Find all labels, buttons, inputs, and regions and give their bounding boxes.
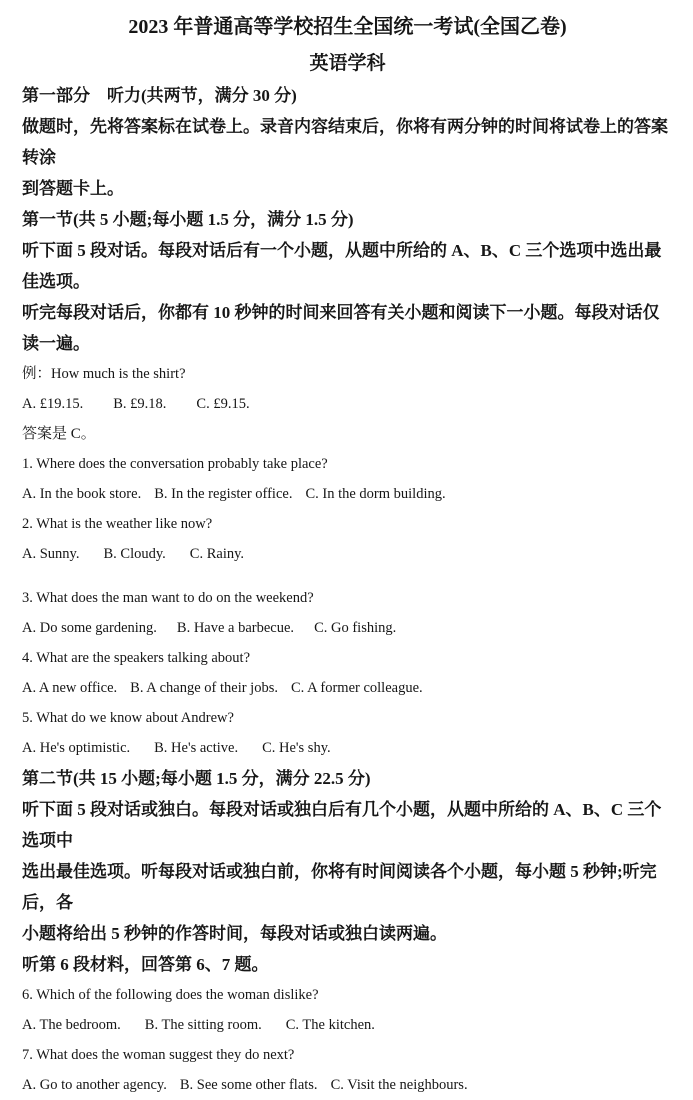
- exam-subject: 英语学科: [309, 53, 386, 74]
- question-1-options: [22, 479, 673, 509]
- question-7-option-b: B. See some other flats.: [179, 1077, 318, 1093]
- question-5-option-a: A. He's optimistic.: [22, 740, 131, 756]
- question-3-option-b: B. Have a barbecue.: [176, 620, 295, 636]
- example-prompt: 例：How much is the shirt?: [22, 366, 186, 382]
- exam-title: 2023 年普通高等学校招生全国统一考试(全国乙卷): [128, 16, 567, 38]
- part1-heading: 第一部分 听力(共两节，满分 30 分): [22, 86, 297, 105]
- question-4-option-a: A. A new office.: [22, 680, 118, 696]
- question-7-option-c: C. Visit the neighbours.: [330, 1077, 468, 1093]
- section1-instructions-line-2: 听完每段对话后，你都有 10 秒钟的时间来回答有关小题和阅读下一小题。每段对话仅读一遍。: [22, 303, 660, 353]
- part1-instructions-line-2: 到答题卡上。: [22, 179, 124, 198]
- question-2-options: [22, 539, 673, 569]
- question-5-options: [22, 733, 673, 763]
- question-3-prompt: 3. What does the man want to do on the weekend?: [22, 590, 314, 606]
- question-2-option-b: B. Cloudy.: [103, 546, 166, 562]
- question-6-option-a: A. The bedroom.: [22, 1017, 121, 1033]
- question-1-option-c: C. In the dorm building.: [305, 486, 446, 502]
- question-4-prompt: 4. What are the speakers talking about?: [22, 650, 251, 666]
- question-1-prompt: 1. Where does the conversation probably take place?: [22, 456, 328, 472]
- question-5-option-c: C. He's shy.: [262, 740, 331, 756]
- question-2-option-a: A. Sunny.: [22, 546, 80, 562]
- question-3-options: [22, 613, 673, 643]
- section2-material-note: 听第 6 段材料，回答第 6、7 题。: [22, 955, 269, 974]
- question-4-options: [22, 673, 673, 703]
- question-4-option-b: B. A change of their jobs.: [130, 680, 278, 696]
- part1-instructions-line-1: 做题时，先将答案标在试卷上。录音内容结束后，你将有两分钟的时间将试卷上的答案转涂: [22, 117, 668, 167]
- section2-instructions-line-2: 选出最佳选项。听每段对话或独白前，你将有时间阅读各个小题，每小题 5 秒钟;听完后，各: [22, 862, 657, 912]
- question-3-option-c: C. Go fishing.: [314, 620, 397, 636]
- question-7-option-a: A. Go to another agency.: [22, 1077, 167, 1093]
- question-7-prompt: 7. What does the woman suggest they do next?: [22, 1047, 295, 1063]
- question-1-option-a: A. In the book store.: [22, 486, 142, 502]
- example-answer: 答案是 C。: [22, 426, 96, 442]
- section2-heading: 第二节(共 15 小题;每小题 1.5 分，满分 22.5 分): [22, 769, 371, 788]
- question-6-options: [22, 1010, 673, 1040]
- question-3-option-a: A. Do some gardening.: [22, 620, 157, 636]
- question-5-prompt: 5. What do we know about Andrew?: [22, 710, 234, 726]
- question-2-option-c: C. Rainy.: [189, 546, 245, 562]
- question-6-option-b: B. The sitting room.: [144, 1017, 262, 1033]
- example-option-c: C. £9.15.: [196, 396, 250, 412]
- question-6-prompt: 6. Which of the following does the woman dislike?: [22, 987, 319, 1003]
- section2-instructions-line-3: 小题将给出 5 秒钟的作答时间，每段对话或独白读两遍。: [22, 924, 447, 943]
- example-option-b: B. £9.18.: [113, 396, 167, 412]
- question-6-option-c: C. The kitchen.: [285, 1017, 375, 1033]
- section1-heading: 第一节(共 5 小题;每小题 1.5 分，满分 1.5 分): [22, 210, 354, 229]
- question-4-option-c: C. A former colleague.: [290, 680, 423, 696]
- section2-instructions-line-1: 听下面 5 段对话或独白。每段对话或独白后有几个小题，从题中所给的 A、B、C 三个选项中: [22, 800, 662, 850]
- question-1-option-b: B. In the register office.: [154, 486, 293, 502]
- example-options: [22, 389, 673, 419]
- section1-instructions-line-1: 听下面 5 段对话。每段对话后有一个小题，从题中所给的 A、B、C 三个选项中选出最佳选项。: [22, 241, 662, 291]
- question-5-option-b: B. He's active.: [154, 740, 239, 756]
- question-2-prompt: 2. What is the weather like now?: [22, 516, 213, 532]
- example-option-a: A. £19.15.: [22, 396, 84, 412]
- question-7-options: [22, 1070, 673, 1100]
